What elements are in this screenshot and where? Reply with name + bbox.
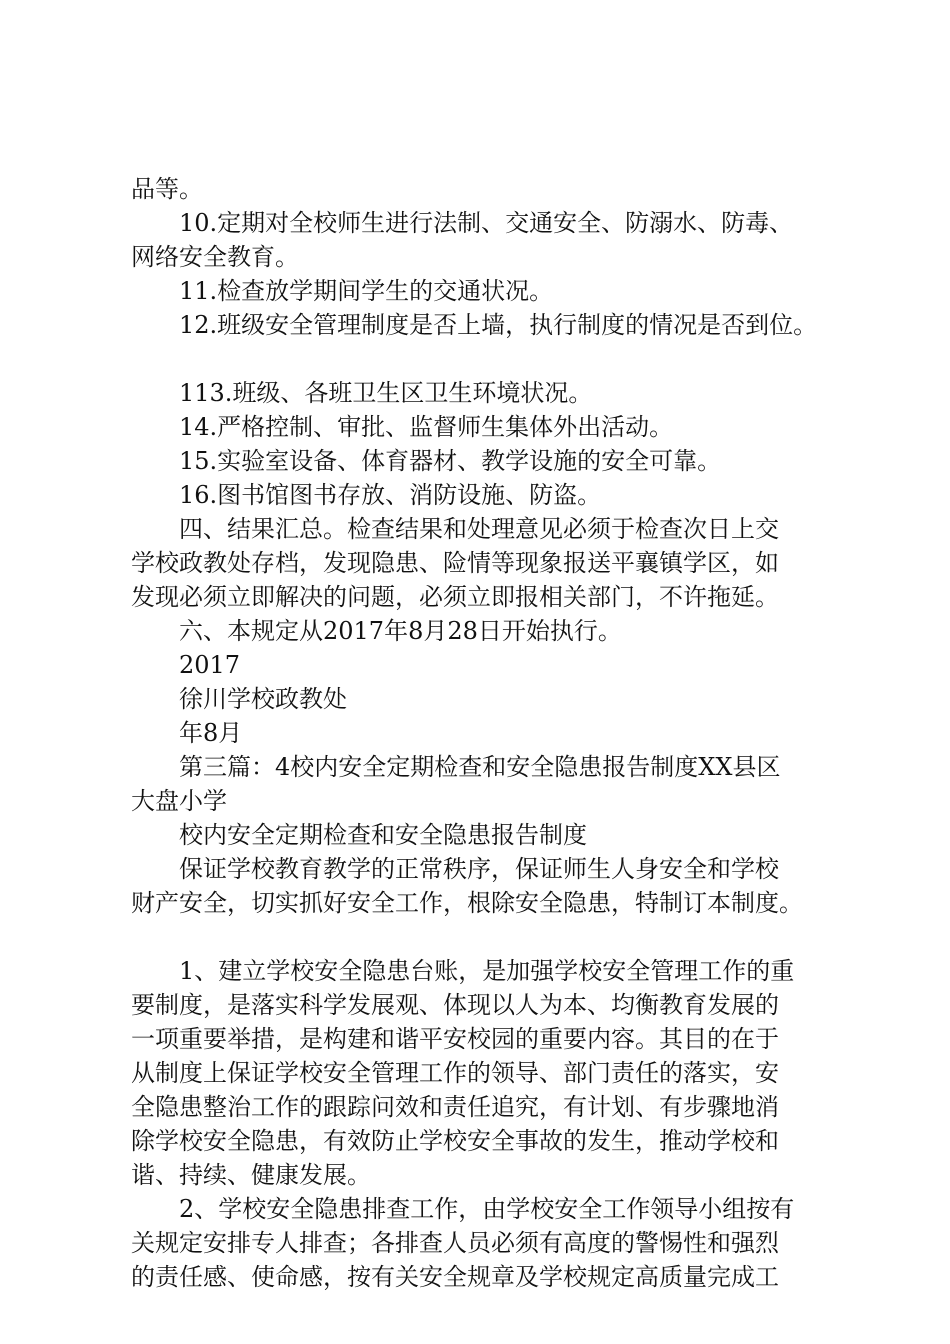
text-line: 发现必须立即解决的问题，必须立即报相关部门，不许拖延。 [131,583,779,611]
text-line: 徐川学校政教处 [179,685,347,713]
text-line: 网络安全教育。 [131,243,299,271]
text-line: 从制度上保证学校安全管理工作的领导、部门责任的落实，安 [131,1059,779,1087]
text-line: 16.图书馆图书存放、消防设施、防盗。 [179,481,602,509]
text-line: 1、建立学校安全隐患台账，是加强学校安全管理工作的重 [179,957,795,985]
text-line: 14.严格控制、审批、监督师生集体外出活动。 [179,413,674,441]
text-line: 2017 [179,651,241,679]
text-line: 要制度，是落实科学发展观、体现以人为本、均衡教育发展的 [131,991,779,1019]
text-line: 学校政教处存档，发现隐患、险情等现象报送平襄镇学区，如 [131,549,779,577]
text-line: 15.实验室设备、体育器材、教学设施的安全可靠。 [179,447,722,475]
text-line: 全隐患整治工作的跟踪问效和责任追究，有计划、有步骤地消 [131,1093,779,1121]
text-line: 关规定安排专人排查；各排查人员必须有高度的警惕性和强烈 [131,1229,779,1257]
text-line: 113.班级、各班卫生区卫生环境状况。 [179,379,593,407]
text-line: 保证学校教育教学的正常秩序，保证师生人身安全和学校 [179,855,779,883]
text-line: 10.定期对全校师生进行法制、交通安全、防溺水、防毒、 [179,209,794,237]
text-line: 第三篇：4校内安全定期检查和安全隐患报告制度XX县区 [179,753,781,781]
text-line: 12.班级安全管理制度是否上墙，执行制度的情况是否到位。 [179,311,818,339]
blank-line [131,920,831,954]
text-line: 11.检查放学期间学生的交通状况。 [179,277,554,305]
text-line: 年8月 [179,719,243,747]
text-line: 六、本规定从2017年8月28日开始执行。 [179,617,622,645]
blank-line [131,342,831,376]
text-line: 校内安全定期检查和安全隐患报告制度 [179,821,587,849]
document-body [131,172,831,1294]
text-line: 除学校安全隐患，有效防止学校安全事故的发生，推动学校和 [131,1127,779,1155]
text-line: 四、结果汇总。检查结果和处理意见必须于检查次日上交 [179,515,779,543]
text-line: 谐、持续、健康发展。 [131,1161,371,1189]
text-line: 品等。 [131,175,203,203]
text-line: 大盘小学 [131,787,227,815]
text-line: 2、学校安全隐患排查工作，由学校安全工作领导小组按有 [179,1195,795,1223]
text-line: 一项重要举措，是构建和谐平安校园的重要内容。其目的在于 [131,1025,779,1053]
text-line: 财产安全，切实抓好安全工作，根除安全隐患，特制订本制度。 [131,889,803,917]
text-line: 的责任感、使命感，按有关安全规章及学校规定高质量完成工 [131,1263,779,1291]
